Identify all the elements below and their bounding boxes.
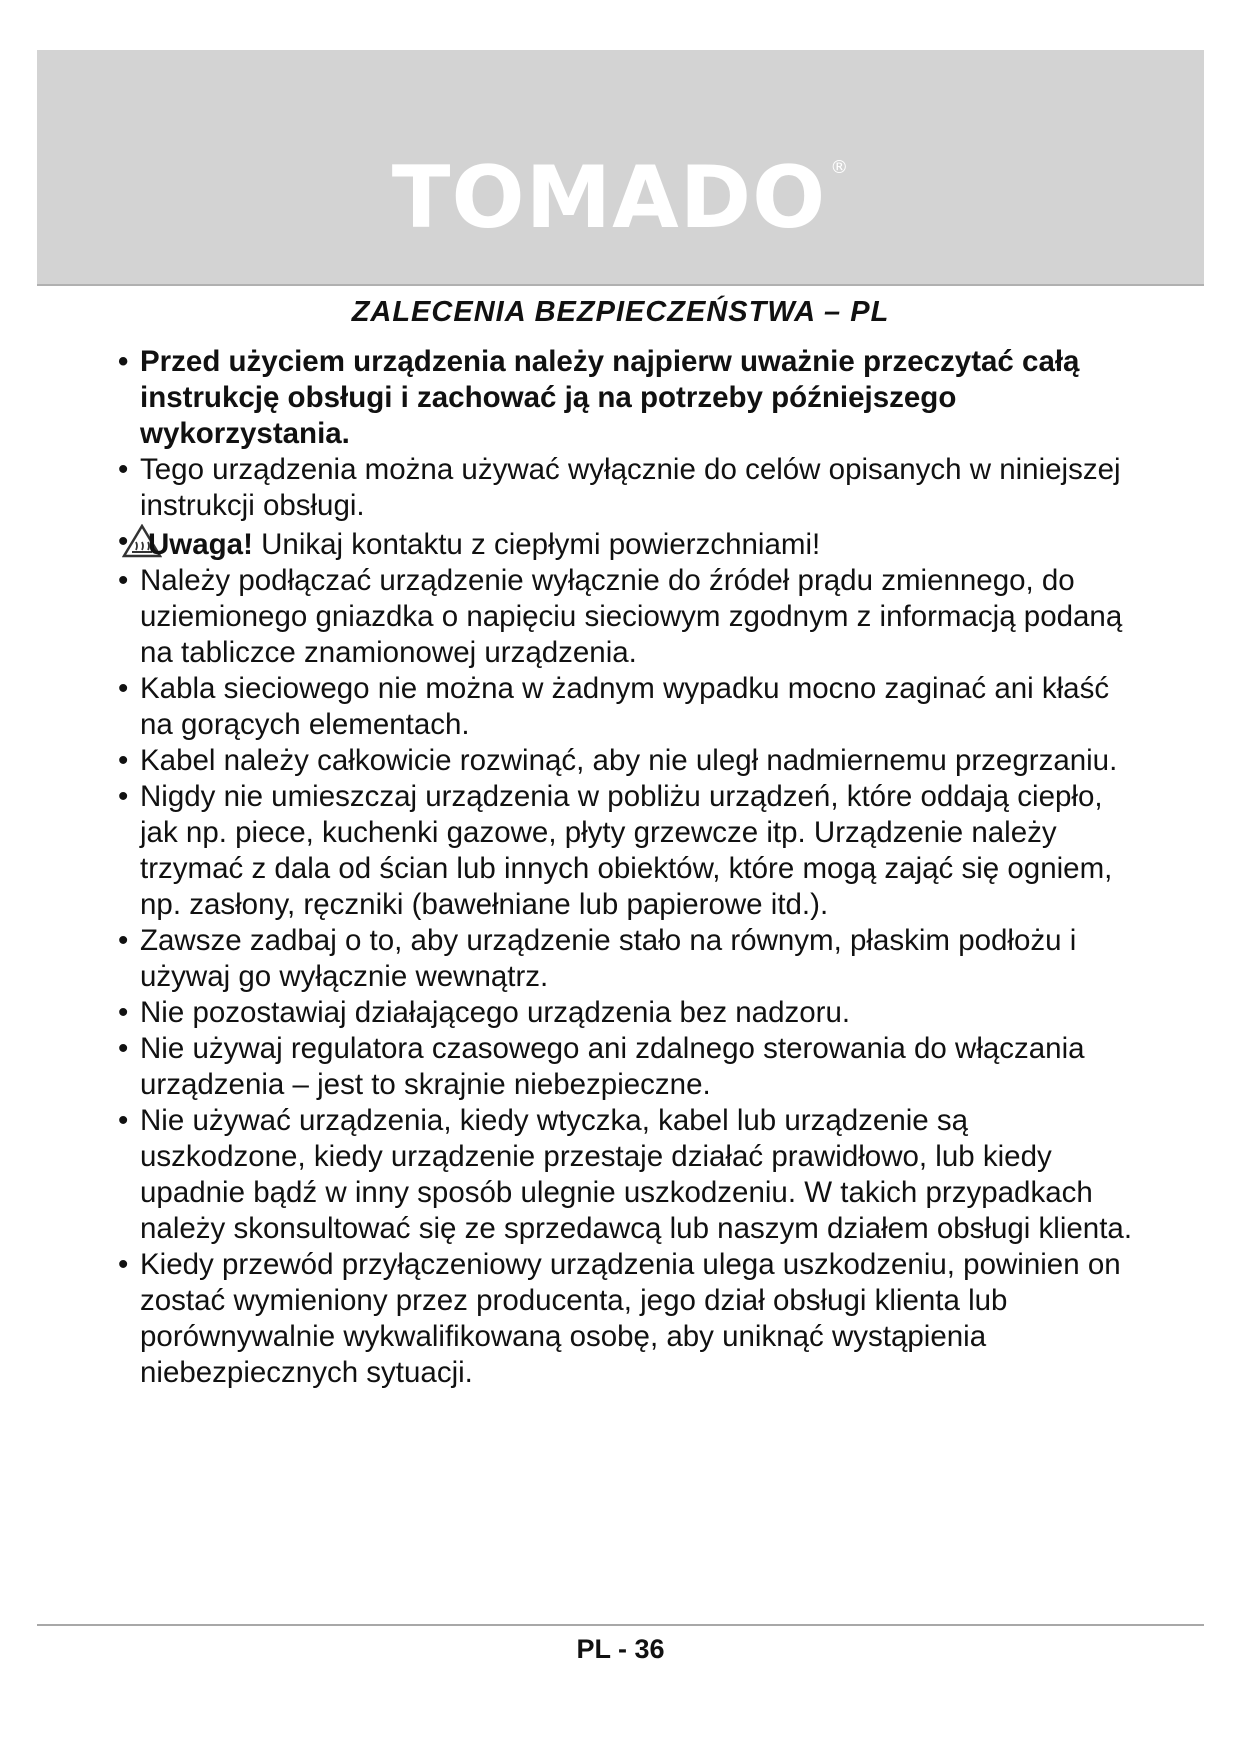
- rule-text: Kiedy przewód przyłączeniowy urządzenia ulega uszkodzeniu, powinien on zostać wymieniony przez producenta, jego dział obsługi klienta lub porównywalnie wykwalifikowaną osobę, aby uniknąć wystąpienia niebezpiecznych sytuacji.: [140, 1248, 1121, 1389]
- bullet: •: [118, 345, 129, 378]
- list-item: [118, 452, 1138, 524]
- list-item: [118, 563, 1138, 671]
- list-item: [118, 995, 1138, 1031]
- list-item: [118, 344, 1138, 452]
- brand-logo: [37, 148, 1204, 248]
- bullet: •: [118, 1032, 129, 1065]
- rule-text: Nigdy nie umieszczaj urządzenia w pobliżu urządzeń, które oddają ciepło, jak np. piece, kuchenki gazowe, płyty grzewcze itp. Urządzenie należy trzymać z dala od ścian lub innych obiektów, które mogą zająć się ogniem, np. zasłony, ręczniki (bawełniane lub papierowe itd.).: [140, 780, 1113, 921]
- bullet: •: [118, 564, 129, 597]
- warning-word: Uwaga!: [148, 528, 253, 561]
- bullet: •: [118, 780, 129, 813]
- bullet: •: [118, 1104, 129, 1137]
- page-title: ZALECENIA BEZPIECZEŃSTWA – PL: [351, 296, 890, 328]
- bullet: •: [118, 525, 129, 558]
- bullet: •: [118, 996, 129, 1029]
- bullet: •: [118, 672, 129, 705]
- safety-rules-list: [118, 344, 1138, 1391]
- rule-text: Należy podłączać urządzenie wyłącznie do źródeł prądu zmiennego, do uziemionego gniazdka o napięciu sieciowym zgodnym z informacją podaną na tabliczce znamionowej urządzenia.: [140, 564, 1123, 669]
- bullet: •: [118, 1248, 129, 1281]
- rule-text: Zawsze zadbaj o to, aby urządzenie stało na równym, płaskim podłożu i używaj go wyłącznie wewnątrz.: [140, 924, 1077, 993]
- rule-text: Tego urządzenia można używać wyłącznie do celów opisanych w niniejszej instrukcji obsługi.: [140, 453, 1121, 522]
- logo-text: TOMADO: [391, 148, 827, 248]
- list-item: [118, 1031, 1138, 1103]
- rule-text: Nie używaj regulatora czasowego ani zdalnego sterowania do włączania urządzenia – jest to skrajnie niebezpieczne.: [140, 1032, 1085, 1101]
- list-item: [118, 923, 1138, 995]
- list-item: [118, 671, 1138, 743]
- list-item: [118, 524, 1138, 563]
- page-number: PL - 36: [576, 1634, 665, 1664]
- rule-text: Kabla sieciowego nie można w żadnym wypadku mocno zaginać ani kłaść na gorących elementach.: [140, 672, 1110, 741]
- list-item: [118, 743, 1138, 779]
- bullet: •: [118, 924, 129, 957]
- list-item: [118, 1103, 1138, 1247]
- list-item: [118, 1247, 1138, 1391]
- rule-text: Nie pozostawiaj działającego urządzenia bez nadzoru.: [140, 996, 851, 1029]
- list-item: [118, 779, 1138, 923]
- footer-divider: [37, 1624, 1204, 1626]
- header-band: [37, 50, 1204, 286]
- bullet: •: [118, 453, 129, 486]
- rule-text: Nie używać urządzenia, kiedy wtyczka, kabel lub urządzenie są uszkodzone, kiedy urządzenie przestaje działać prawidłowo, lub kiedy upadnie bądź w inny sposób ulegnie uszkodzeniu. W takich przypadkach należy skonsultować się ze sprzedawcą lub naszym działem obsługi klienta.: [140, 1104, 1133, 1245]
- rule-text: Kabel należy całkowicie rozwinąć, aby nie uległ nadmiernemu przegrzaniu.: [140, 744, 1118, 777]
- rule-text: Przed użyciem urządzenia należy najpierw uważnie przeczytać całą instrukcję obsługi i zachować ją na potrzeby późniejszego wykorzystania.: [140, 345, 1080, 450]
- rule-text: Unikaj kontaktu z ciepłymi powierzchniami!: [252, 528, 821, 561]
- safety-content: [118, 344, 1138, 1391]
- registered-mark: ®: [830, 157, 850, 178]
- bullet: •: [118, 744, 129, 777]
